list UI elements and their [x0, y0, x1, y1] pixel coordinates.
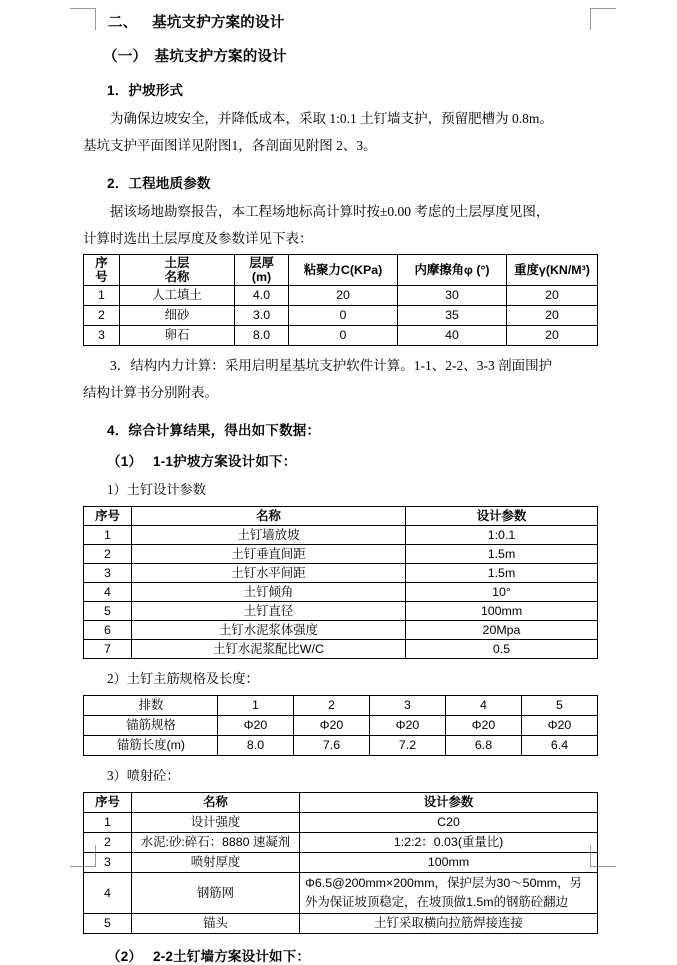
cell-soil-layer: 人工填土 — [120, 286, 235, 306]
cell-rebar-length: 7.2 — [370, 736, 446, 756]
table-row — [84, 640, 598, 659]
header-thickness-line2: (m) — [251, 270, 272, 284]
cell-design-parameter: 1:2:2：0.03(重量比) — [300, 833, 598, 853]
table-row — [84, 914, 598, 934]
header-soil-line1: 土层 — [164, 256, 190, 270]
cell-seq: 3 — [84, 853, 132, 873]
cell-name: 土钉直径 — [132, 602, 406, 621]
header-cell-design-parameter: 设计参数 — [300, 793, 598, 813]
table-header-row — [84, 793, 598, 813]
table-geology-parameters — [83, 254, 598, 346]
cell-name: 土钉水平间距 — [132, 564, 406, 583]
cell-name: 土钉倾角 — [132, 583, 406, 602]
cell-seq: 1 — [84, 286, 120, 306]
cell-seq: 1 — [84, 526, 132, 545]
cell-seq: 3 — [84, 326, 120, 346]
cell-design-parameter: 0.5 — [406, 640, 598, 659]
cell-name: 设计强度 — [132, 813, 300, 833]
sublabel-soil-nail-params: 1）土钉设计参数 — [107, 482, 206, 497]
cell-unit-weight: 20 — [507, 326, 598, 346]
paragraph-3-line-1: 3．结构内力计算：采用启明星基坑支护软件计算。1-1、2-2、3-3 剖面围护 — [110, 358, 553, 373]
table-row — [84, 583, 598, 602]
paragraph-1-line-1: 为确保边坡安全，并降低成本，采取 1:0.1 土钉墙支护，预留肥槽为 0.8m。 — [110, 111, 553, 126]
header-seq-line2: 号 — [95, 270, 108, 284]
table-row — [84, 286, 598, 306]
cell-thickness: 3.0 — [235, 306, 289, 326]
table-row — [84, 696, 598, 716]
cell-row-index: 3 — [370, 696, 446, 716]
cell-rebar-spec: Φ20 — [294, 716, 370, 736]
table-row — [84, 526, 598, 545]
header-cell-cohesion: 粘聚力C(KPa) — [289, 255, 398, 286]
cell-name: 土钉墙放坡 — [132, 526, 406, 545]
table-header-row — [84, 507, 598, 526]
table-row — [84, 326, 598, 346]
cell-row-index: 4 — [446, 696, 522, 716]
cell-design-parameter: 100mm — [300, 853, 598, 873]
cell-design-parameter: C20 — [300, 813, 598, 833]
heading-item-1: 1．护坡形式 — [107, 83, 184, 98]
cell-design-parameter: Φ6.5@200mm×200mm，保护层为30～50mm，另外为保证坡顶稳定，在坡顶做1.5m的钢筋砼翻边 — [300, 873, 598, 914]
cell-soil-layer: 卵石 — [120, 326, 235, 346]
cell-design-parameter: 20Mpa — [406, 621, 598, 640]
document-page — [83, 0, 597, 965]
header-cell-seq — [84, 255, 120, 286]
header-cell-name: 名称 — [132, 507, 406, 526]
header-cell-friction-angle: 内摩擦角φ (°) — [398, 255, 507, 286]
row-label-rebar-length: 锚筋长度(m) — [84, 736, 218, 756]
cell-rebar-spec: Φ20 — [446, 716, 522, 736]
cell-seq: 2 — [84, 833, 132, 853]
cell-cohesion: 0 — [289, 326, 398, 346]
row-label-row-count: 排数 — [84, 696, 218, 716]
cell-rebar-spec: Φ20 — [218, 716, 294, 736]
paragraph-2-line-1: 据该场地勘察报告，本工程场地标高计算时按±0.00 考虑的土层厚度见图， — [110, 204, 550, 219]
table-row — [84, 716, 598, 736]
cell-friction-angle: 40 — [398, 326, 507, 346]
header-cell-soil-layer — [120, 255, 235, 286]
cell-name: 钢筋网 — [132, 873, 300, 914]
cell-seq: 4 — [84, 873, 132, 914]
cell-seq: 3 — [84, 564, 132, 583]
table-rebar-spec-length — [83, 695, 598, 756]
heading-item-4-1: （1） 1-1护坡方案设计如下： — [107, 454, 297, 469]
cell-seq: 6 — [84, 621, 132, 640]
row-label-rebar-spec: 锚筋规格 — [84, 716, 218, 736]
table-row — [84, 833, 598, 853]
cell-seq: 5 — [84, 602, 132, 621]
header-cell-name: 名称 — [132, 793, 300, 813]
header-cell-seq: 序号 — [84, 507, 132, 526]
cell-design-parameter: 1.5m — [406, 545, 598, 564]
header-soil-line2: 名称 — [164, 270, 190, 284]
cell-design-parameter: 1:0.1 — [406, 526, 598, 545]
cell-cohesion: 20 — [289, 286, 398, 306]
cell-name: 水泥:砂:碎石：8880 速凝剂 — [132, 833, 300, 853]
cell-seq: 5 — [84, 914, 132, 934]
heading-subsection: （一） 基坑支护方案的设计 — [103, 49, 287, 65]
cell-design-parameter: 1.5m — [406, 564, 598, 583]
heading-item-4-2: （2） 2-2土钉墙方案设计如下： — [107, 949, 311, 964]
cell-seq: 2 — [84, 545, 132, 564]
table-row — [84, 545, 598, 564]
cell-name: 土钉水泥浆体强度 — [132, 621, 406, 640]
cell-name: 土钉垂直间距 — [132, 545, 406, 564]
cell-rebar-length: 8.0 — [218, 736, 294, 756]
table-row — [84, 873, 598, 914]
header-cell-thickness — [235, 255, 289, 286]
cell-row-index: 5 — [522, 696, 598, 716]
cell-name: 土钉水泥浆配比W/C — [132, 640, 406, 659]
cell-name: 锚头 — [132, 914, 300, 934]
table-header-row — [84, 255, 598, 286]
cell-friction-angle: 35 — [398, 306, 507, 326]
cell-design-parameter: 10° — [406, 583, 598, 602]
paragraph-2-line-2: 计算时选出土层厚度及参数详见下表： — [83, 231, 313, 246]
cell-rebar-length: 6.8 — [446, 736, 522, 756]
header-cell-design-parameter: 设计参数 — [406, 507, 598, 526]
paragraph-1-line-2: 基坑支护平面图详见附图1，各剖面见附图 2、3。 — [83, 138, 377, 153]
cell-unit-weight: 20 — [507, 286, 598, 306]
table-row — [84, 621, 598, 640]
cell-unit-weight: 20 — [507, 306, 598, 326]
table-soil-nail-parameters — [83, 506, 598, 659]
cell-seq: 2 — [84, 306, 120, 326]
header-thickness-line1: 层厚 — [249, 256, 274, 270]
table-row — [84, 853, 598, 873]
cell-rebar-spec: Φ20 — [522, 716, 598, 736]
cell-seq: 7 — [84, 640, 132, 659]
cell-soil-layer: 细砂 — [120, 306, 235, 326]
table-row — [84, 602, 598, 621]
paragraph-3-line-2: 结构计算书分别附表。 — [83, 385, 218, 400]
cell-rebar-length: 6.4 — [522, 736, 598, 756]
cell-cohesion: 0 — [289, 306, 398, 326]
cell-design-parameter: 土钉采取横向拉筋焊接连接 — [300, 914, 598, 934]
heading-section: 二、 基坑支护方案的设计 — [108, 15, 285, 31]
heading-item-2: 2．工程地质参数 — [107, 176, 211, 191]
sublabel-rebar-spec: 2）土钉主筋规格及长度： — [107, 671, 259, 686]
cell-name: 喷射厚度 — [132, 853, 300, 873]
cell-seq: 1 — [84, 813, 132, 833]
cell-thickness: 8.0 — [235, 326, 289, 346]
cell-friction-angle: 30 — [398, 286, 507, 306]
cell-rebar-length: 7.6 — [294, 736, 370, 756]
table-shotcrete-parameters — [83, 792, 598, 934]
cell-thickness: 4.0 — [235, 286, 289, 306]
header-seq-line1: 序 — [95, 256, 108, 270]
table-row — [84, 306, 598, 326]
table-row — [84, 736, 598, 756]
cell-rebar-spec: Φ20 — [370, 716, 446, 736]
cell-row-index: 1 — [218, 696, 294, 716]
header-cell-unit-weight: 重度γ(KN/M³) — [507, 255, 598, 286]
heading-item-4: 4．综合计算结果，得出如下数据： — [107, 423, 321, 438]
cell-row-index: 2 — [294, 696, 370, 716]
table-row — [84, 813, 598, 833]
cell-seq: 4 — [84, 583, 132, 602]
sublabel-shotcrete: 3）喷射砼： — [107, 768, 180, 783]
table-row — [84, 564, 598, 583]
header-cell-seq: 序号 — [84, 793, 132, 813]
cell-design-parameter: 100mm — [406, 602, 598, 621]
